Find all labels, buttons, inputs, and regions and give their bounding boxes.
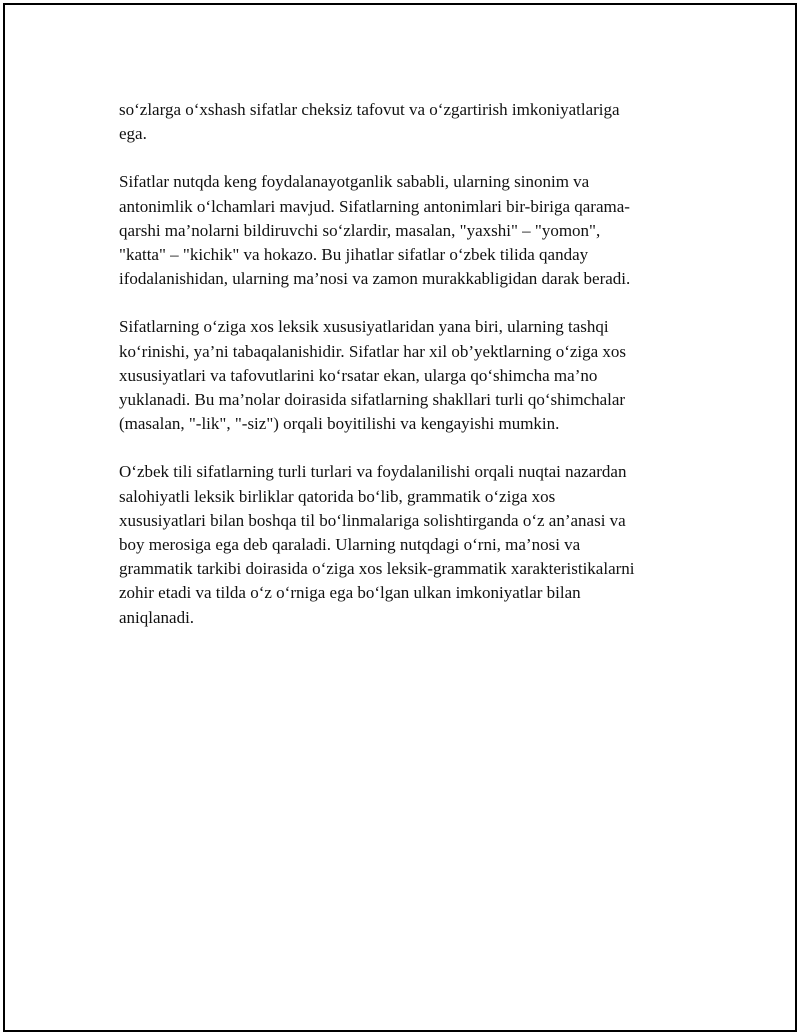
text-line: qarshi ma’nolarni bildiruvchi so‘zlardir, masalan, "yaxshi" – "yomon", [119,220,601,240]
text-line: O‘zbek tili sifatlarning turli turlari va foydalanilishi orqali nuqtai nazardan [119,462,627,482]
text-line: aniqlanadi. [119,607,195,627]
text-line: so‘zlarga o‘xshash sifatlar cheksiz tafovut va o‘zgartirish imkoniyatlariga [119,100,620,119]
text-line: "katta" – "kichik" va hokazo. Bu jihatlar sifatlar o‘zbek tilida qanday [119,245,589,265]
text-line: xususiyatlari bilan boshqa til bo‘linmalariga solishtirganda o‘z an’anasi va [119,510,626,530]
text-line: (masalan, "-lik", "-siz") orqali boyitilishi va kengayishi mumkin. [119,414,560,434]
text-line: ifodalanishidan, ularning ma’nosi va zamon murakkabligidan darak beradi. [119,269,631,289]
text-line: grammatik tarkibi doirasida o‘ziga xos leksik-grammatik xarakteristikalarni [119,559,635,579]
text-line: antonimlik o‘lchamlari mavjud. Sifatlarning antonimlari bir-biriga qarama- [119,196,630,216]
paragraph-1 [119,98,684,146]
text-line: Sifatlarning o‘ziga xos leksik xususiyatlaridan yana biri, ularning tashqi [119,317,609,337]
text-line: zohir etadi va tilda o‘z o‘rniga ega bo‘lgan ulkan imkoniyatlar bilan [119,583,581,603]
text-line: Sifatlar nutqda keng foydalanayotganlik sababli, ularning sinonim va [119,172,590,192]
paragraph-2 [119,170,684,291]
text-line: ko‘rinishi, ya’ni tabaqalanishidir. Sifatlar har xil ob’yektlarning o‘ziga xos [119,341,627,361]
paragraph-3 [119,315,684,436]
text-line: salohiyatli leksik birliklar qatorida bo‘lib, grammatik o‘ziga xos [119,486,556,506]
text-line: ega. [119,124,147,144]
text-line: xususiyatlari va tafovutlarini ko‘rsatar ekan, ularga qo‘shimcha ma’no [119,365,598,385]
text-line: boy merosiga ega deb qaraladi. Ularning nutqdagi o‘rni, ma’nosi va [119,535,581,555]
paragraph-4 [119,460,684,629]
text-line: yuklanadi. Bu ma’nolar doirasida sifatlarning shakllari turli qo‘shimchalar [119,390,626,410]
document-page [3,3,797,1032]
document-body [119,98,684,654]
